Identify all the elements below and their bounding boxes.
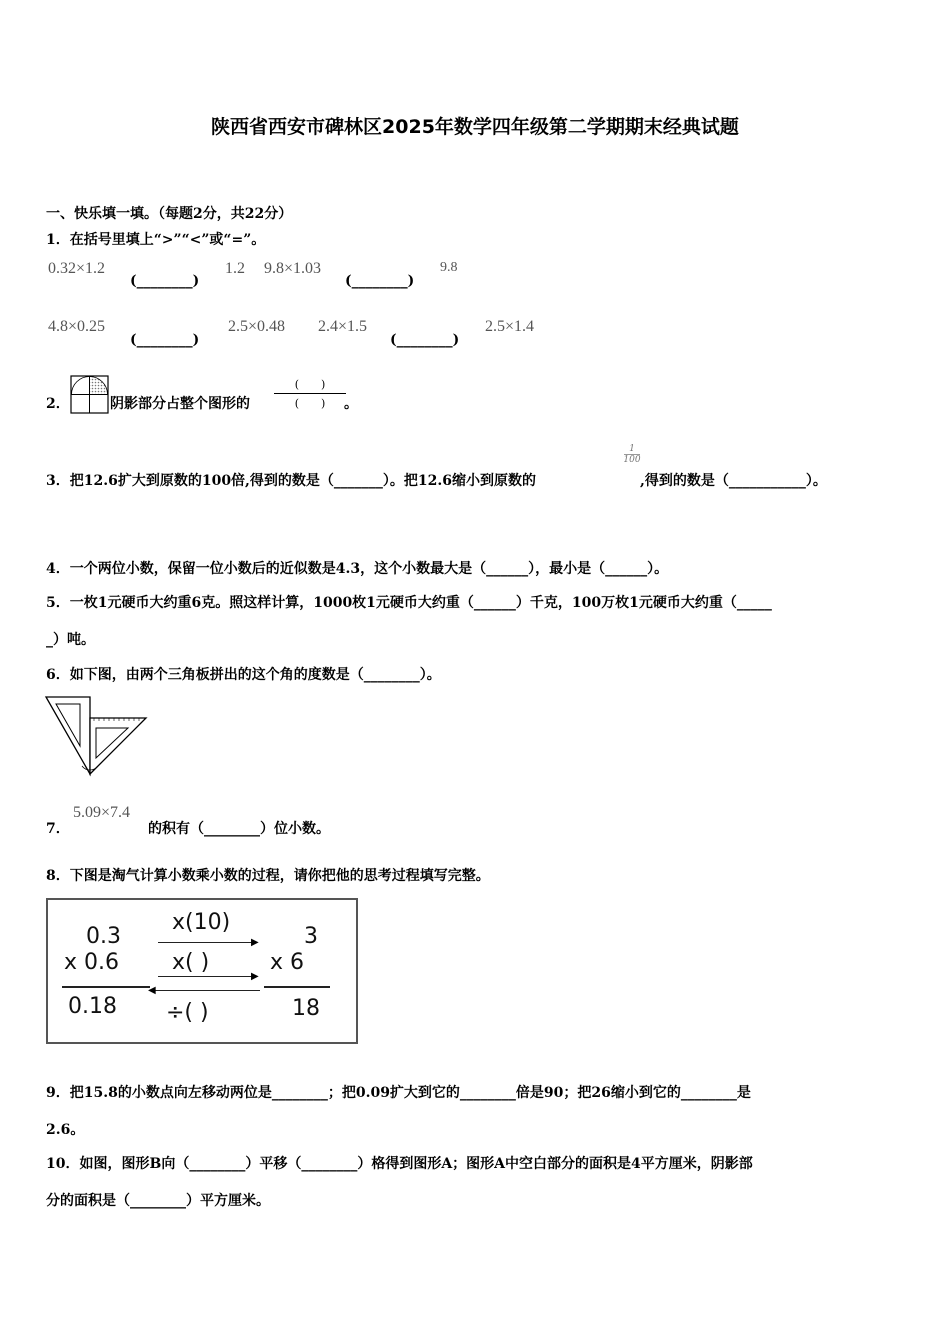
arrow-head-1: ▶ — [251, 937, 259, 948]
right-top-number: 3 — [304, 924, 318, 949]
q1-expr-4: 9.8 — [440, 260, 458, 275]
q2-fraction-numerator: ( ) — [294, 378, 326, 391]
page-title: 陕西省西安市碑林区2025年数学四年级第二学期期末经典试题 — [211, 116, 739, 138]
left-bottom-number: 0.18 — [68, 994, 117, 1019]
arrow-right-2 — [158, 976, 256, 977]
arrow-head-2: ▶ — [251, 971, 259, 982]
right-divider — [264, 986, 330, 988]
right-mid-number: x 6 — [270, 950, 305, 975]
question-5-line-2: _）吨。 — [46, 632, 95, 648]
question-10-line-2: 分的面积是（________）平方厘米。 — [46, 1193, 270, 1209]
q1-expr-5: 4.8×0.25 — [48, 318, 106, 335]
left-divider — [62, 986, 150, 988]
q1-expr-7: 2.4×1.5 — [318, 318, 368, 335]
q1-blank-4[interactable]: (________) — [390, 332, 460, 348]
operation-2[interactable]: x( ) — [172, 950, 210, 975]
quarter-circle-figure — [70, 375, 110, 415]
question-7: 的积有（________）位小数。 — [148, 821, 330, 837]
q3-fraction-numerator: 1 — [629, 444, 635, 454]
question-7-number: 7． — [46, 821, 70, 837]
left-top-number: 0.3 — [86, 924, 121, 949]
q3-fraction — [622, 444, 642, 465]
section-heading: 一、快乐填一填。（每题2分，共22分） — [46, 206, 293, 222]
right-bottom-number: 18 — [292, 996, 320, 1021]
question-10-line-1: 10．如图，图形B向（________）平移（________）格得到图形A；图形A中空白部分的面积是4平方厘米，阴影部 — [46, 1156, 753, 1172]
operation-3[interactable]: ÷( ) — [166, 1000, 209, 1025]
question-2: 阴影部分占整个图形的 — [110, 396, 250, 412]
q1-blank-1[interactable]: (________) — [130, 273, 200, 289]
q1-expr-6: 2.5×0.48 — [228, 318, 286, 335]
q2-end: 。 — [344, 396, 358, 412]
q2-fraction-denominator: ( ) — [294, 397, 326, 410]
q7-expression: 5.09×7.4 — [73, 804, 131, 821]
question-2-number: 2． — [46, 396, 70, 412]
triangle-rulers-figure — [44, 692, 152, 778]
question-3-part-a: 3．把12.6扩大到原数的100倍,得到的数是（_______）。把12.6缩小到原数的 — [46, 473, 537, 489]
question-5-line-1: 5．一枚1元硬币大约重6克。照这样计算，1000枚1元硬币大约重（______）千克，100万枚1元硬币大约重（_____ — [46, 595, 772, 611]
question-6: 6．如下图，由两个三角板拼出的这个角的度数是（________）。 — [46, 667, 441, 683]
q2-fraction[interactable] — [272, 376, 348, 411]
question-9-line-1: 9．把15.8的小数点向左移动两位是________；把0.09扩大到它的________倍是90；把26缩小到它的________是 — [46, 1085, 751, 1101]
q1-expr-3: 9.8×1.03 — [264, 260, 322, 277]
q1-expr-8: 2.5×1.4 — [485, 318, 535, 335]
arrow-right-1 — [158, 942, 256, 943]
question-9-line-2: 2.6。 — [46, 1122, 85, 1138]
question-3-part-b: ,得到的数是（___________）。 — [640, 473, 827, 489]
q1-blank-2[interactable]: (________) — [345, 273, 415, 289]
calculation-diagram — [46, 898, 358, 1044]
q1-expr-1: 0.32×1.2 — [48, 260, 106, 277]
question-1: 1．在括号里填上“>”“<”或“=”。 — [46, 232, 266, 248]
operation-1: x(10) — [172, 910, 231, 935]
question-8: 8．下图是淘气计算小数乘小数的过程，请你把他的思考过程填写完整。 — [46, 868, 490, 884]
arrow-head-left: ◀ — [148, 985, 156, 996]
arrow-left — [152, 990, 260, 991]
question-4: 4．一个两位小数，保留一位小数后的近似数是4.3，这个小数最大是（______），最小是（______）。 — [46, 561, 669, 577]
left-mid-number: x 0.6 — [64, 950, 119, 975]
q1-blank-3[interactable]: (________) — [130, 332, 200, 348]
q1-expr-2: 1.2 — [225, 260, 245, 277]
q3-fraction-denominator: 100 — [623, 455, 641, 465]
